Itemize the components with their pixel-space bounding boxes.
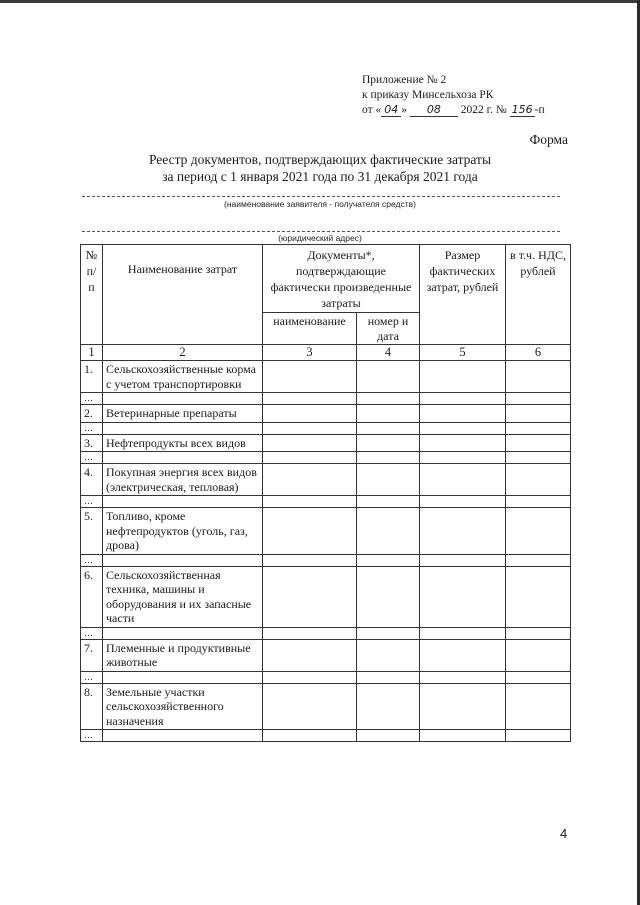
document-title-line-2: за период с 1 января 2021 года по 31 декабря 2021 года <box>162 169 478 184</box>
cost-name: Нефтепродукты всех видов <box>103 434 263 452</box>
row-number: 1. <box>81 361 103 393</box>
row-number: 8. <box>81 683 103 730</box>
cost-name: Топливо, кроме нефтепродуктов (уголь, газ, дрова) <box>103 508 263 555</box>
ellipsis-cell: … <box>81 554 103 566</box>
cost-name: Сельскохозяйственная техника, машины и оборудования и их запасные части <box>103 566 263 627</box>
ellipsis-cell: … <box>81 671 103 683</box>
empty-cell <box>420 496 506 508</box>
empty-cell <box>357 554 420 566</box>
vat-cell <box>506 361 571 393</box>
table-row <box>81 434 571 452</box>
empty-cell <box>506 422 571 434</box>
empty-cell <box>263 730 357 742</box>
doc-name-cell <box>263 566 357 627</box>
empty-cell <box>420 393 506 405</box>
header-num: № п/п <box>81 245 103 345</box>
empty-cell <box>420 730 506 742</box>
continuation-row <box>81 452 571 464</box>
empty-cell <box>420 627 506 639</box>
address-caption: (юридический адрес) <box>278 233 362 243</box>
empty-cell <box>357 671 420 683</box>
amount-cell <box>420 405 506 423</box>
empty-cell <box>357 422 420 434</box>
doc-number-cell <box>357 405 420 423</box>
empty-cell <box>506 452 571 464</box>
row-number: 2. <box>81 405 103 423</box>
order-day: 04 <box>381 104 401 117</box>
ellipsis-cell: … <box>81 422 103 434</box>
row-number: 6. <box>81 566 103 627</box>
table-header-row <box>81 245 571 313</box>
table-row <box>81 566 571 627</box>
row-number: 5. <box>81 508 103 555</box>
empty-cell <box>420 452 506 464</box>
empty-cell <box>420 671 506 683</box>
empty-cell <box>103 554 263 566</box>
doc-number-cell <box>357 683 420 730</box>
column-number: 1 <box>81 345 103 361</box>
cost-name: Сельскохозяйственные корма с учетом транспортировки <box>103 361 263 393</box>
vat-cell <box>506 434 571 452</box>
vat-cell <box>506 405 571 423</box>
amount-cell <box>420 464 506 496</box>
doc-number-cell <box>357 508 420 555</box>
order-day-close: » <box>401 104 407 116</box>
doc-number-cell <box>357 361 420 393</box>
applicant-name-line <box>82 196 560 197</box>
order-year-text: 2022 г. № <box>460 104 507 116</box>
applicant-caption: (наименование заявителя - получателя средств) <box>224 199 416 209</box>
doc-number-cell <box>357 434 420 452</box>
ellipsis-cell: … <box>81 496 103 508</box>
appendix-line-1: Приложение № 2 <box>362 74 447 86</box>
amount-cell <box>420 361 506 393</box>
order-month: 08 <box>410 104 458 117</box>
ellipsis-cell: … <box>81 627 103 639</box>
vat-cell <box>506 683 571 730</box>
doc-name-cell <box>263 405 357 423</box>
table-row <box>81 508 571 555</box>
empty-cell <box>506 554 571 566</box>
empty-cell <box>420 554 506 566</box>
empty-cell <box>357 730 420 742</box>
table-row <box>81 683 571 730</box>
continuation-row <box>81 554 571 566</box>
empty-cell <box>357 627 420 639</box>
appendix-header <box>362 73 545 118</box>
table-row <box>81 361 571 393</box>
column-number: 4 <box>357 345 420 361</box>
header-cost-name: Наименование затрат <box>103 245 263 345</box>
continuation-row <box>81 627 571 639</box>
table-row <box>81 464 571 496</box>
vat-cell <box>506 639 571 671</box>
amount-cell <box>420 639 506 671</box>
empty-cell <box>103 422 263 434</box>
empty-cell <box>263 671 357 683</box>
amount-cell <box>420 434 506 452</box>
table-row <box>81 639 571 671</box>
empty-cell <box>263 393 357 405</box>
order-number: 156 <box>511 103 533 116</box>
doc-name-cell <box>263 683 357 730</box>
header-vat: в т.ч. НДС, рублей <box>506 245 571 345</box>
empty-cell <box>263 452 357 464</box>
amount-cell <box>420 508 506 555</box>
doc-name-cell <box>263 508 357 555</box>
continuation-row <box>81 422 571 434</box>
vat-cell <box>506 464 571 496</box>
address-line <box>82 231 560 232</box>
continuation-row <box>81 730 571 742</box>
appendix-order-line <box>362 103 545 118</box>
ellipsis-cell: … <box>81 393 103 405</box>
empty-cell <box>103 671 263 683</box>
header-documents: Документы*, подтверждающие фактически произведенные затраты <box>263 245 420 313</box>
empty-cell <box>357 393 420 405</box>
header-amount: Размер фактических затрат, рублей <box>420 245 506 345</box>
empty-cell <box>506 496 571 508</box>
cost-name: Земельные участки сельскохозяйственного назначения <box>103 683 263 730</box>
cost-name: Ветеринарные препараты <box>103 405 263 423</box>
document-title-line-1: Реестр документов, подтверждающих фактические затраты <box>148 152 492 167</box>
form-label: Форма <box>529 132 568 147</box>
empty-cell <box>506 627 571 639</box>
doc-number-cell <box>357 566 420 627</box>
empty-cell <box>263 496 357 508</box>
order-suffix: -п <box>534 104 545 116</box>
row-number: 3. <box>81 434 103 452</box>
empty-cell <box>357 452 420 464</box>
amount-cell <box>420 566 506 627</box>
column-number-row <box>81 345 571 361</box>
doc-number-cell <box>357 464 420 496</box>
column-number: 3 <box>263 345 357 361</box>
appendix-line-2: к приказу Минсельхоза РК <box>362 89 494 101</box>
order-date-prefix: от « <box>362 104 382 116</box>
empty-cell <box>103 627 263 639</box>
row-number: 4. <box>81 464 103 496</box>
column-number: 5 <box>420 345 506 361</box>
ellipsis-cell: … <box>81 452 103 464</box>
ellipsis-cell: … <box>81 730 103 742</box>
empty-cell <box>103 452 263 464</box>
empty-cell <box>103 730 263 742</box>
row-number: 7. <box>81 639 103 671</box>
doc-number-cell <box>357 639 420 671</box>
empty-cell <box>506 730 571 742</box>
amount-cell <box>420 683 506 730</box>
continuation-row <box>81 393 571 405</box>
vat-cell <box>506 566 571 627</box>
doc-name-cell <box>263 464 357 496</box>
empty-cell <box>263 627 357 639</box>
doc-name-cell <box>263 639 357 671</box>
empty-cell <box>420 422 506 434</box>
cost-name: Племенные и продуктивные животные <box>103 639 263 671</box>
scan-edge-top <box>0 0 640 3</box>
empty-cell <box>263 422 357 434</box>
continuation-row <box>81 671 571 683</box>
vat-cell <box>506 508 571 555</box>
doc-name-cell <box>263 361 357 393</box>
header-doc-number: номер и дата <box>357 313 420 345</box>
continuation-row <box>81 496 571 508</box>
header-doc-name: наименование <box>263 313 357 345</box>
empty-cell <box>506 393 571 405</box>
empty-cell <box>357 496 420 508</box>
empty-cell <box>103 496 263 508</box>
table-row <box>81 405 571 423</box>
cost-name: Покупная энергия всех видов (электрическая, тепловая) <box>103 464 263 496</box>
registry-table <box>80 244 571 742</box>
column-number: 2 <box>103 345 263 361</box>
column-number: 6 <box>506 345 571 361</box>
page-number: 4 <box>560 826 568 841</box>
doc-name-cell <box>263 434 357 452</box>
empty-cell <box>263 554 357 566</box>
empty-cell <box>103 393 263 405</box>
empty-cell <box>506 671 571 683</box>
